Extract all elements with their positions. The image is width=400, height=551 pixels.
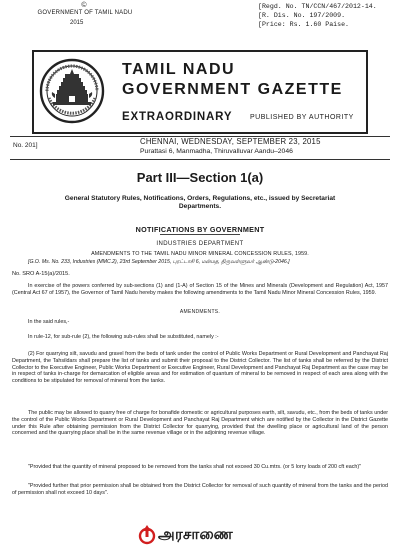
notifications-heading: NOTIFICATIONS BY GOVERNMENT [135, 225, 265, 234]
brand-mark-icon [138, 525, 156, 545]
notifications-rule [160, 234, 240, 235]
gazette-title: GOVERNMENT GAZETTE [122, 81, 343, 98]
amendment-title: AMENDMENTS TO THE TAMIL NADU MINOR MINERAL CONCESSION RULES, 1959. [91, 251, 309, 257]
paragraph-proviso-permission: "Provided further that prior permission shall be obtained from the District Collector for removal of such quantity of mineral from the tanks and the period of permission shall not exceed 10 days". [12, 483, 388, 496]
published-by-authority: PUBLISHED BY AUTHORITY [250, 114, 354, 121]
brand-name: அரசாணை [158, 525, 234, 543]
part-heading: Part III—Section 1(a) [136, 170, 264, 185]
sro-number: No. SRO A-15(a)/2015. [12, 271, 70, 277]
issue-tamil-date: Purattasi 6, Manmadha, Thiruvalluvar Aandu–2046 [140, 148, 293, 155]
dispatch-number: [R. Dis. No. 197/2009. [258, 12, 346, 19]
registration-number: [Regd. No. TN/CCN/467/2012-14. [258, 3, 377, 10]
issue-date: CHENNAI, WEDNESDAY, SEPTEMBER 23, 2015 [140, 137, 321, 146]
gsr-heading: General Statutory Rules, Notifications, Orders, Regulations, etc., issued by Secretariat Departments. [64, 195, 336, 211]
registration-block [258, 2, 398, 29]
paragraph-rule-12: In rule-12, for sub-rule (2), the following sub-rules shall be substituted, namely :- [28, 334, 219, 340]
paragraph-said-rules: In the said rules,- [28, 319, 70, 325]
paragraph-subrule-2: (2) For quarrying silt, savudu and gravel from the beds of tank under the control of Public Works Department or Rural Development and Panchayat Raj Department, the Tahsildars shall prepare the list of tanks and submit their proposal to the District Collector. The list of tanks shall be referred by the District Collector to the Executive Engineer, Public Works Department or Executive Engineer, Rural Development and Panchayat Raj Department as the case may be in respect of tanks in-charge for demarcation of eligible areas and for estimation of quantum of mineral to be removed in respect of each area along with the conditions to be stipulated for removal of mineral from the tanks. [12, 351, 388, 385]
gazette-title-state: TAMIL NADU [122, 61, 236, 78]
paragraph-preamble: In exercise of the powers conferred by sub-sections (1) and (1-A) of Section 15 of the Mines and Minerals (Development and Regulation) Act, 1957 (Central Act 67 of 1957), the Governor of Tamil Nadu hereby makes the following amendments to the Tamil Nadu Minor Mineral Concession Rules, 1959. [12, 283, 388, 296]
government-name: GOVERNMENT OF TAMIL NADU [37, 10, 133, 16]
issue-bottom-rule [10, 159, 390, 160]
gazette-year: 2015 [70, 20, 84, 26]
price: [Price: Rs. 1.60 Paise. [258, 21, 350, 28]
paragraph-public-quarry: The public may be allowed to quarry free of charge for bonafide domestic or agricultural purposes earth, silt, savudu, etc., from the beds of tanks under the control of the Public Works Department or Rural Development and Panchayat Raj Department which are notified by the Collector in the District Gazette under this Rule after obtaining permission from the District Collector for quarrying, provided that the dwelling place or agricultural land of the person concerned and the quarrying place shall be in the same revenue village or in the adjoining revenue village. [12, 410, 388, 437]
tamil-nadu-emblem-icon [39, 58, 105, 124]
copyright-symbol: © [81, 2, 87, 9]
extraordinary-label: EXTRAORDINARY [122, 111, 233, 123]
amendments-label: AMENDMENTS. [179, 309, 221, 315]
masthead [32, 50, 368, 134]
go-reference: [G.O. Ms. No. 233, Industries (MMC.2), 23rd September 2015, புரட்டாசி 6, மன்மத, திருவள்ளுவர் ஆண்டு-2046.] [28, 259, 290, 265]
paragraph-proviso-quantity: "Provided that the quantity of mineral proposed to be removed from the tanks shall not exceed 30 Cu.mtrs. (or 5 lorry loads of 200 cft each)" [28, 464, 362, 470]
department-heading: INDUSTRIES DEPARTMENT [156, 241, 244, 247]
issue-number: No. 201] [13, 142, 38, 149]
brand-logo [138, 524, 262, 546]
